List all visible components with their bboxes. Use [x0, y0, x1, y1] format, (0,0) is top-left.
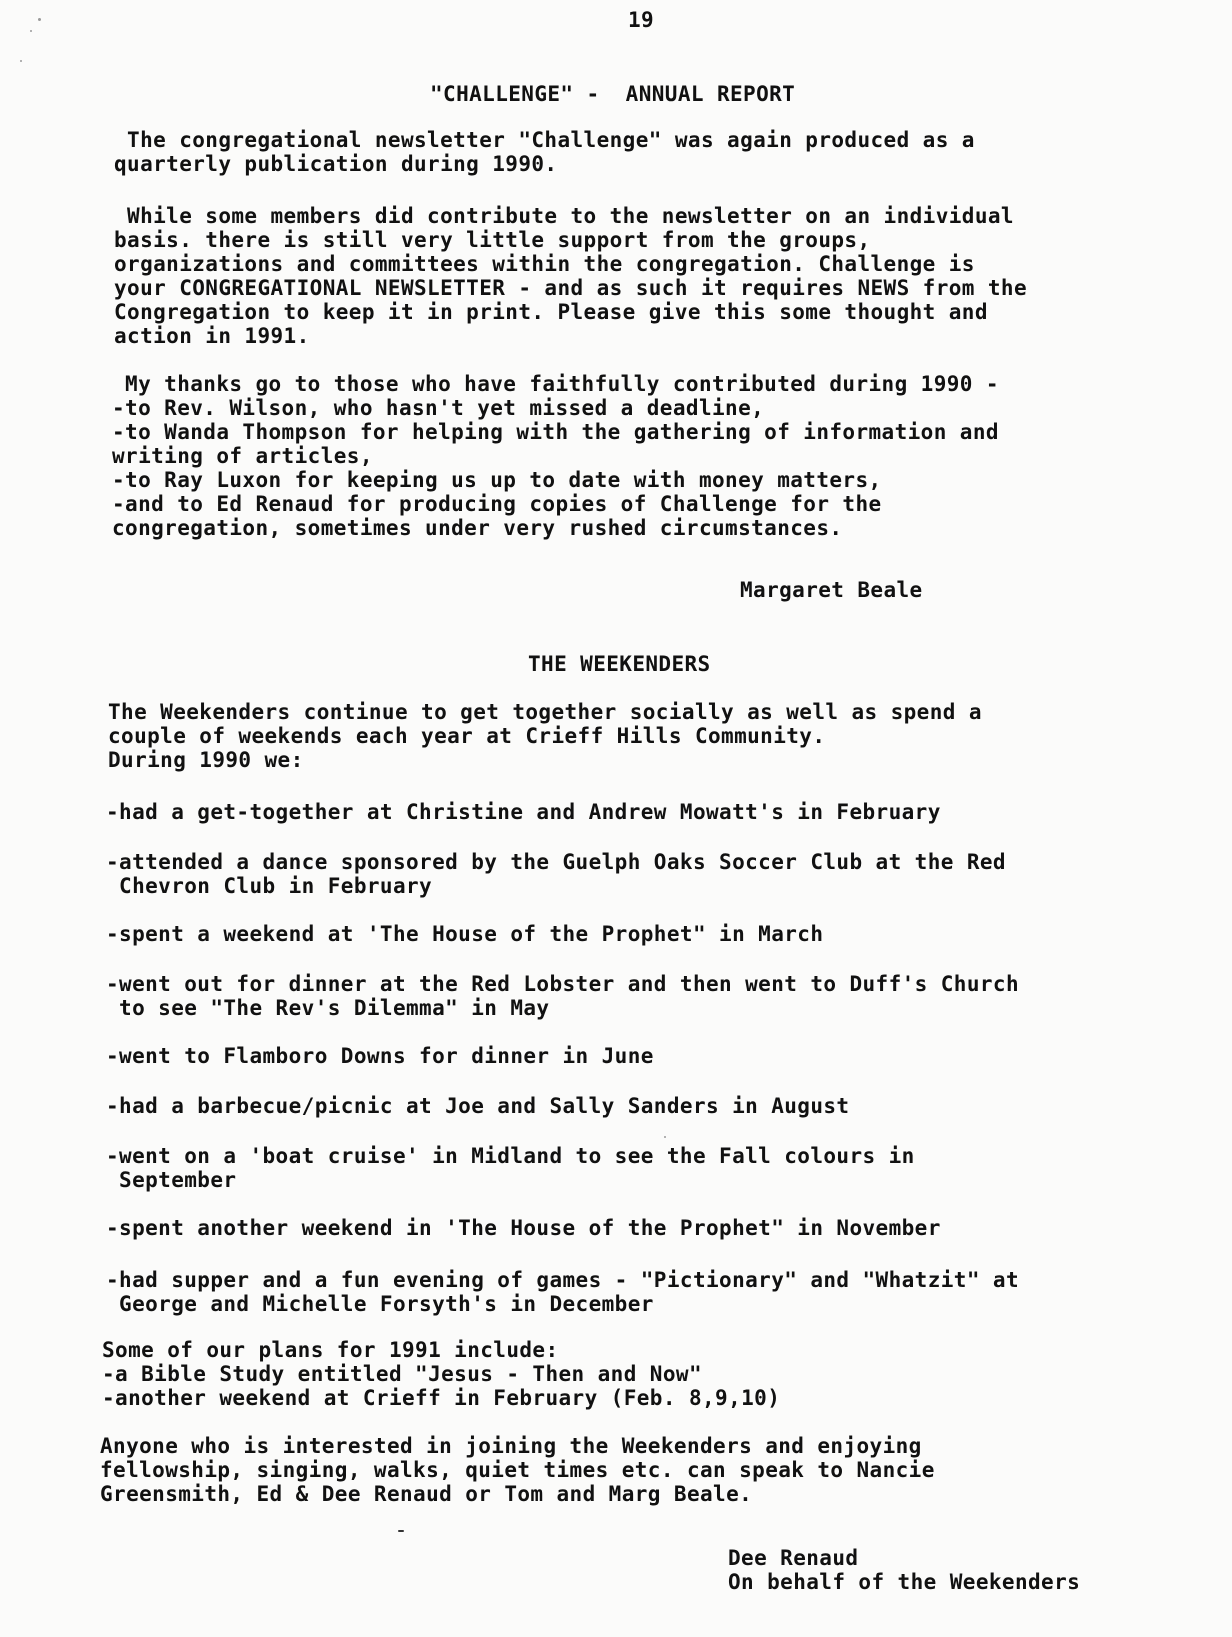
text-line: writing of articles,	[112, 444, 373, 468]
text-line: -to Ray Luxon for keeping us up to date with money matters,	[112, 468, 882, 492]
scan-speck	[20, 60, 22, 62]
text-line: -went on a 'boat cruise' in Midland to see the Fall colours in	[106, 1144, 915, 1168]
text-line: Congregation to keep it in print. Please give this some thought and	[114, 300, 988, 324]
scan-speck	[398, 1530, 404, 1532]
text-line: The congregational newsletter "Challenge" was again produced as a	[114, 128, 975, 152]
text-line: couple of weekends each year at Crieff Hills Community.	[108, 724, 826, 748]
text-line: Chevron Club in February	[106, 874, 433, 898]
challenge-title: "CHALLENGE" - ANNUAL REPORT	[430, 82, 796, 106]
page-number: 19	[628, 8, 655, 32]
challenge-signature: Margaret Beale	[740, 578, 923, 602]
text-line: Dee Renaud	[728, 1546, 859, 1570]
text-line: your CONGREGATIONAL NEWSLETTER - and as such it requires NEWS from the	[114, 276, 1028, 300]
text-line: -a Bible Study entitled "Jesus - Then and Now"	[102, 1362, 702, 1386]
text-line: quarterly publication during 1990.	[114, 152, 558, 176]
text-line: September	[106, 1168, 237, 1192]
text-line: basis. there is still very little support from the groups,	[114, 228, 871, 252]
scan-speck	[664, 1136, 666, 1138]
text-line: My thanks go to those who have faithfully contributed during 1990 -	[112, 372, 999, 396]
text-line: -spent another weekend in 'The House of the Prophet" in November	[106, 1216, 941, 1240]
text-line: organizations and committees within the congregation. Challenge is	[114, 252, 975, 276]
text-line: -and to Ed Renaud for producing copies of Challenge for the	[112, 492, 882, 516]
scan-speck	[30, 30, 32, 32]
text-line: During 1990 we:	[108, 748, 304, 772]
text-line: -to Rev. Wilson, who hasn't yet missed a deadline,	[112, 396, 765, 420]
text-line: -had supper and a fun evening of games - "Pictionary" and "Whatzit" at	[106, 1268, 1020, 1292]
text-line: Some of our plans for 1991 include:	[102, 1338, 559, 1362]
text-line: -went out for dinner at the Red Lobster and then went to Duff's Church	[106, 972, 1020, 996]
text-line: -to Wanda Thompson for helping with the gathering of information and	[112, 420, 999, 444]
text-line: to see "The Rev's Dilemma" in May	[106, 996, 550, 1020]
text-line: Greensmith, Ed & Dee Renaud or Tom and Marg Beale.	[100, 1482, 753, 1506]
text-line: action in 1991.	[114, 324, 310, 348]
text-line: On behalf of the Weekenders	[728, 1570, 1081, 1594]
text-line: -had a get-together at Christine and Andrew Mowatt's in February	[106, 800, 941, 824]
text-line: -attended a dance sponsored by the Guelph Oaks Soccer Club at the Red	[106, 850, 1006, 874]
text-line: fellowship, singing, walks, quiet times etc. can speak to Nancie	[100, 1458, 935, 1482]
text-line: George and Michelle Forsyth's in December	[106, 1292, 654, 1316]
text-line: The Weekenders continue to get together socially as well as spend a	[108, 700, 982, 724]
bleed-through-shadow	[760, 140, 1120, 1540]
weekenders-title: THE WEEKENDERS	[528, 652, 711, 676]
text-line: Anyone who is interested in joining the Weekenders and enjoying	[100, 1434, 922, 1458]
text-line: -spent a weekend at 'The House of the Prophet" in March	[106, 922, 824, 946]
scan-speck	[38, 18, 41, 21]
text-line: -had a barbecue/picnic at Joe and Sally Sanders in August	[106, 1094, 850, 1118]
text-line: -went to Flamboro Downs for dinner in June	[106, 1044, 654, 1068]
text-line: -another weekend at Crieff in February (Feb. 8,9,10)	[102, 1386, 781, 1410]
text-line: congregation, sometimes under very rushed circumstances.	[112, 516, 843, 540]
text-line: While some members did contribute to the newsletter on an individual	[114, 204, 1014, 228]
